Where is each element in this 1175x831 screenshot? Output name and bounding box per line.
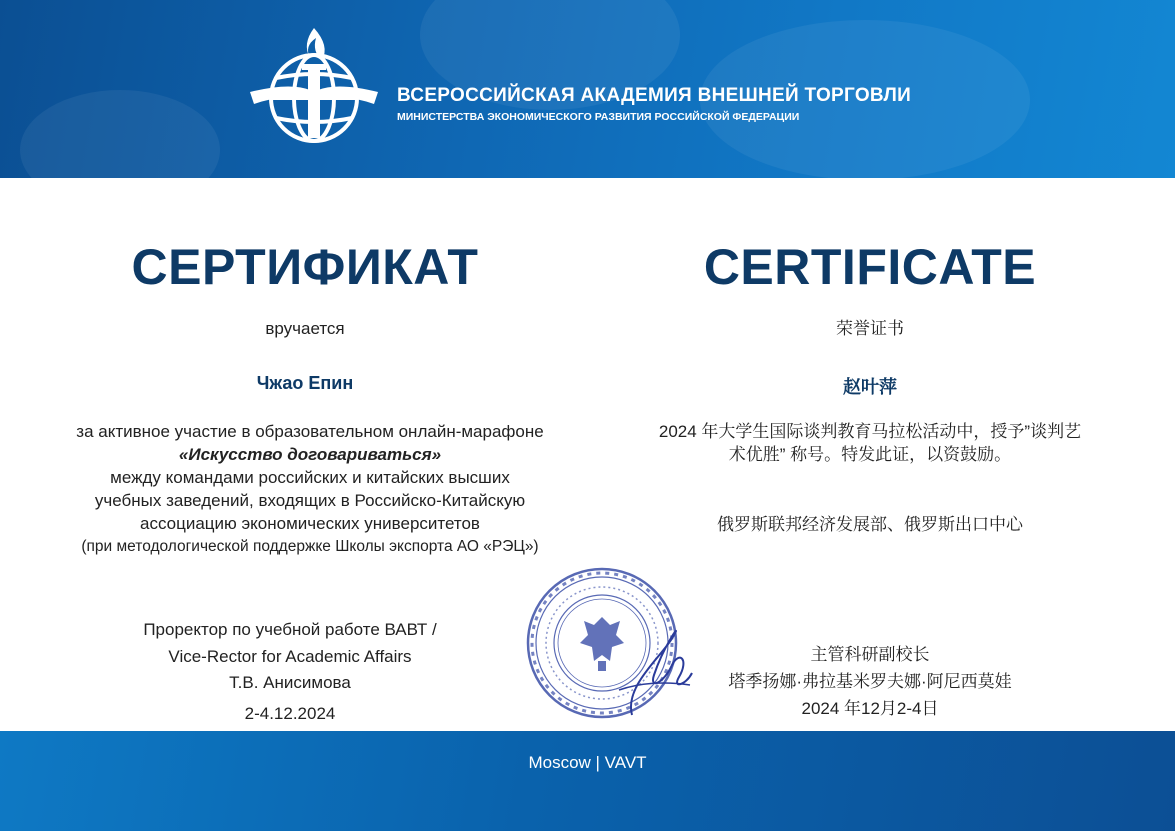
awarded-label-ru: вручается xyxy=(265,319,345,338)
description-line: 2024 年大学生国际谈判教育马拉松活动中，授予”谈判艺 xyxy=(658,422,1082,441)
organization-subtitle: МИНИСТЕРСТВА ЭКОНОМИЧЕСКОГО РАЗВИТИЯ РОССИЙСКОЙ ФЕДЕРАЦИИ xyxy=(397,111,800,123)
award-description-ru xyxy=(40,420,580,558)
description-line: 术优胜” 称号。特发此证，以资鼓励。 xyxy=(728,445,1012,464)
signer-block-ru xyxy=(60,617,520,727)
description-line: (при методологической поддержке Школы экспорта АО «РЭЦ») xyxy=(81,538,539,555)
signer-title-en: Vice-Rector for Academic Affairs xyxy=(168,646,412,666)
award-description-zh xyxy=(605,420,1135,466)
world-map-decoration xyxy=(20,90,220,178)
signer-name-zh: 塔季扬娜·弗拉基米罗夫娜·阿尼西莫娃 xyxy=(728,672,1012,691)
certificate-title-ru: СЕРТИФИКАТ xyxy=(131,239,479,295)
certificate-title-en: CERTIFICATE xyxy=(703,239,1037,295)
issue-date-ru: 2-4.12.2024 xyxy=(244,703,336,723)
footer-banner xyxy=(0,731,1175,831)
description-line: между командами российских и китайских высших xyxy=(110,468,510,487)
issue-date-zh: 2024 年12月2-4日 xyxy=(801,699,939,718)
description-line: учебных заведений, входящих в Российско-Китайскую xyxy=(94,491,526,510)
recipient-name-ru: Чжао Епин xyxy=(256,373,354,393)
organizations-zh: 俄罗斯联邦经济发展部、俄罗斯出口中心 xyxy=(717,515,1023,534)
description-line: ассоциацию экономических университетов xyxy=(140,514,480,533)
signer-title-ru: Проректор по учебной работе ВАВТ / xyxy=(143,620,437,639)
footer-location: Moscow | VAVT xyxy=(528,753,647,772)
recipient-name-zh: 赵叶萍 xyxy=(843,377,897,397)
event-name: «Искусство договариваться» xyxy=(178,445,442,464)
torch-globe-logo-icon xyxy=(250,26,378,146)
signer-title-zh: 主管科研副校长 xyxy=(810,645,930,664)
header-banner xyxy=(0,0,1175,178)
description-line: за активное участие в образовательном онлайн-марафоне xyxy=(76,422,544,441)
awarded-label-zh: 荣誉证书 xyxy=(836,319,904,338)
organization-name: ВСЕРОССИЙСКАЯ АКАДЕМИЯ ВНЕШНЕЙ ТОРГОВЛИ xyxy=(397,85,912,106)
signer-name-ru: Т.В. Анисимова xyxy=(229,673,351,692)
signer-block-zh xyxy=(625,641,1115,722)
